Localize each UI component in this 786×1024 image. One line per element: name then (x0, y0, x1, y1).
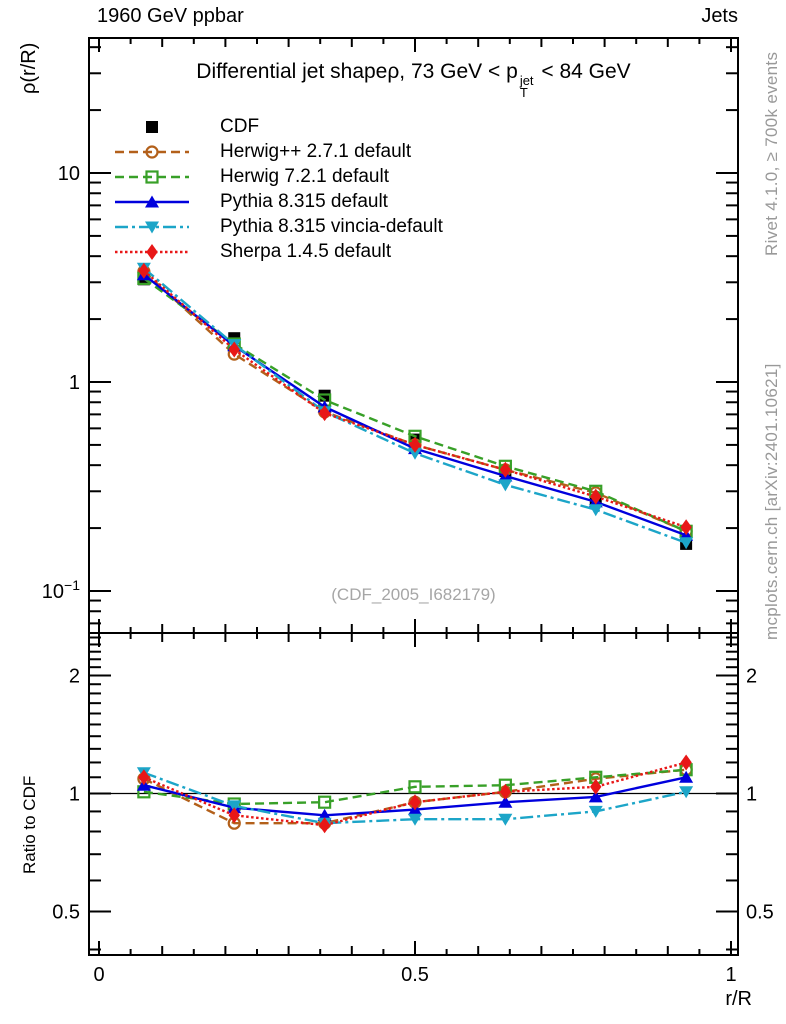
legend-sample-herwig-2-7-1-default (112, 141, 192, 163)
ytick-ratio-left: 1 (68, 783, 80, 806)
tick-labels (42, 163, 774, 986)
ytick-ratio-right: 0.5 (746, 901, 774, 924)
ytick-top: $10^{-1}$ (41, 577, 80, 603)
y-axis-label-top: ρ(r/R) (18, 42, 40, 94)
analysis-id-watermark: (CDF_2005_I682179) (331, 585, 496, 604)
series-herwig-2-7-1-default (138, 266, 691, 829)
series-cdf (138, 273, 692, 550)
legend-sample-sherpa-1-4-5-default (112, 241, 192, 263)
mcplots-arxiv-note: mcplots.cern.ch [arXiv:2401.10621] (762, 363, 781, 640)
ytick-top: 10 (57, 163, 80, 185)
legend-item-pythia-8-315-vincia-default (112, 214, 443, 239)
legend-sample-cdf (112, 116, 192, 138)
ytick-ratio-left: 2 (68, 665, 80, 688)
series-sherpa-1-4-5-default (138, 263, 692, 834)
legend-sample-pythia-8-315-default (112, 191, 192, 213)
plot-title (89, 60, 738, 99)
legend-label: Herwig 7.2.1 default (220, 165, 389, 187)
legend-item-herwig-7-2-1-default (112, 164, 443, 189)
ytick-ratio-right: 1 (746, 783, 758, 806)
legend-sample-pythia-8-315-vincia-default (112, 216, 192, 238)
series-pythia-8-315-default (137, 268, 693, 821)
legend (112, 114, 443, 264)
legend-label: Herwig++ 2.7.1 default (220, 140, 412, 162)
x-axis-label: r/R (725, 988, 752, 1010)
analysis-group-label: Jets (701, 5, 738, 27)
plot-title-prefix: Differential jet shapeρ, 73 GeV < p (196, 60, 518, 83)
legend-item-herwig-2-7-1-default (112, 139, 443, 164)
legend-item-cdf (112, 114, 443, 139)
series-herwig-7-2-1-default (138, 273, 691, 810)
legend-label: Pythia 8.315 vincia-default (220, 215, 443, 237)
ytick-ratio-right: 2 (746, 665, 758, 688)
xtick: 1 (725, 964, 737, 986)
legend-sample-herwig-7-2-1-default (112, 166, 192, 188)
legend-label: Pythia 8.315 default (220, 190, 388, 212)
legend-label: Sherpa 1.4.5 default (220, 240, 392, 262)
legend-label: CDF (220, 115, 260, 137)
series-pythia-8-315-vincia-default (137, 263, 693, 830)
y-axis-label-ratio: Ratio to CDF (20, 775, 39, 874)
plot-title-suffix: < 84 GeV (535, 60, 631, 83)
legend-item-pythia-8-315-default (112, 189, 443, 214)
legend-item-sherpa-1-4-5-default (112, 239, 443, 264)
xtick: 0.5 (401, 964, 429, 986)
rivet-version-note: Rivet 4.1.0, ≥ 700k events (762, 51, 781, 256)
beam-label: 1960 GeV ppbar (97, 5, 244, 27)
xtick: 0 (93, 964, 105, 986)
ytick-top: 1 (68, 372, 80, 394)
pt-jet-subscript: jet T (519, 73, 534, 100)
ytick-ratio-left: 0.5 (52, 901, 80, 924)
